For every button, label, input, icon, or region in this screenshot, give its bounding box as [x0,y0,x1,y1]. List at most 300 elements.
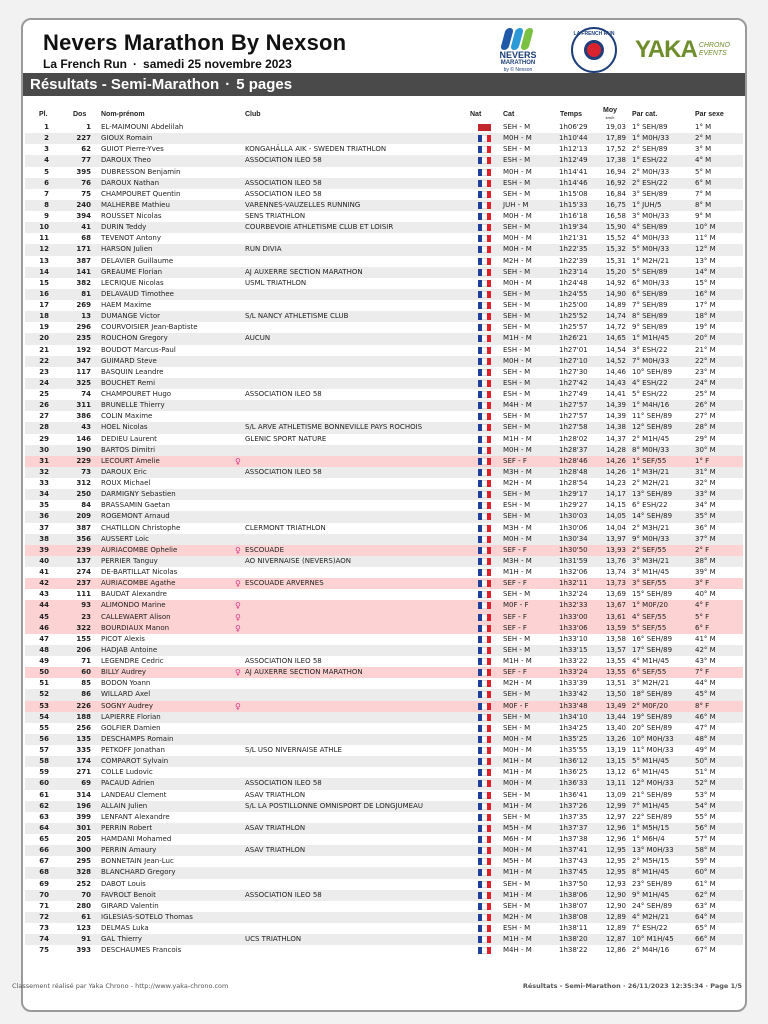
cell-speed: 14,90 [605,289,626,298]
cell-rank-sex: 66° M [695,935,716,944]
table-row [25,945,743,956]
female-symbol-icon: ♀ [235,612,241,622]
cell-category: M3H - M [503,523,532,532]
cell-bib: 137 [76,556,91,565]
cell-place: 33 [39,479,49,487]
cell-rank-sex: 34° M [695,501,716,510]
cell-speed: 12,90 [605,890,626,899]
table-row [25,178,743,189]
cell-rank-category: 4° SEH/89 [632,223,668,232]
cell-category: ESH - M [503,156,531,165]
page-title: Nevers Marathon By Nexson [43,30,347,55]
cell-bib: 171 [76,245,91,254]
cell-category: SEH - M [503,712,531,721]
cell-rank-category: 10° M1H/45 [632,935,674,944]
table-row [25,167,743,178]
table-row [25,333,743,344]
cell-time: 1h35'25 [559,734,588,743]
cell-speed: 13,57 [605,645,626,654]
female-symbol-icon: ♀ [235,579,241,589]
cell-rank-category: 9° M1H/45 [632,890,670,899]
cell-category: M0H - M [503,779,532,788]
table-row [25,812,743,823]
cell-speed: 14,05 [605,512,626,521]
table-row [25,834,743,845]
cell-name: COMPAROT Sylvain [101,757,169,766]
table-row [25,478,743,489]
col-header-dos: Dos [73,111,87,118]
cell-time: 1h32'06 [559,568,588,576]
cell-rank-sex: 24° M [695,378,716,387]
cell-rank-sex: 5° M [695,167,712,176]
cell-category: SEF - F [503,623,527,632]
cell-rank-sex: 10° M [695,223,716,232]
flag-france-icon [478,369,491,376]
cell-place: 75 [39,946,49,955]
cell-category: M1H - M [503,657,532,665]
cell-rank-sex: 56° M [695,823,716,832]
cell-rank-category: 6° SEF/55 [632,668,667,677]
yaka-chrono-logo [635,29,731,71]
table-row [25,556,743,567]
cell-rank-sex: 11° M [695,234,716,243]
cell-place: 42 [39,579,49,588]
cell-place: 31 [39,456,49,465]
table-row [25,155,743,166]
cell-bib: 117 [76,367,91,376]
cell-category: SEH - M [503,690,531,699]
cell-time: 1h37'37 [559,823,588,832]
flag-france-icon [478,224,491,231]
cell-rank-category: 5° SEF/55 [632,623,667,632]
cell-rank-sex: 50° M [695,757,716,766]
cell-club: AJ AUXERRE SECTION MARATHON [245,267,363,276]
cell-rank-category: 2° ESH/22 [632,178,668,187]
table-row [25,712,743,723]
cell-name: ROUSSET Nicolas [101,212,162,220]
cell-category: M4H - M [503,401,532,410]
cell-name: FAVROLT Benoit [101,890,156,899]
separator-dot: · [133,57,138,71]
cell-club: GLENIC SPORT NATURE [245,434,327,443]
cell-rank-sex: 59° M [695,857,716,866]
cell-category: M0H - M [503,356,532,365]
cell-name: DUBRESSON Benjamin [101,167,181,176]
cell-rank-sex: 64° M [695,912,716,921]
cell-rank-sex: 32° M [695,479,716,487]
french-run-logo [571,27,617,73]
cell-speed: 12,93 [605,879,626,888]
cell-rank-category: 5° ESH/22 [632,390,668,398]
flag-france-icon [478,602,491,609]
cell-name: BODON Yoann [101,679,151,688]
cell-bib: 123 [76,924,91,932]
cell-bib: 76 [81,178,91,187]
cell-speed: 14,26 [605,456,626,465]
cell-rank-category: 4° SEF/55 [632,612,667,621]
cell-category: M1H - M [503,801,532,810]
table-row [25,912,743,923]
cell-speed: 14,41 [605,390,626,398]
cell-name: GAL Thierry [101,935,143,944]
cell-bib: 239 [76,545,91,554]
cell-place: 48 [39,645,49,654]
cell-bib: 192 [76,345,91,354]
cell-bib: 91 [81,935,91,944]
page-footer [12,982,742,990]
flag-france-icon [478,803,491,810]
cell-bib: 296 [76,323,91,332]
table-row [25,389,743,400]
cell-category: SEH - M [503,323,531,332]
cell-rank-category: 3° SEF/55 [632,579,667,588]
cell-bib: 23 [81,612,91,621]
cell-name: DELAVAUD Timothee [101,289,174,298]
cell-rank-category: 1° M1H/45 [632,334,670,343]
cell-rank-sex: 62° M [695,890,716,899]
flag-france-icon [478,625,491,632]
cell-bib: 235 [76,334,91,343]
cell-category: SEF - F [503,668,527,677]
cell-time: 1h30'03 [559,512,588,521]
cell-bib: 188 [76,712,91,721]
cell-speed: 13,76 [605,556,626,565]
cell-rank-category: 2° SEH/89 [632,145,668,154]
cell-category: M2H - M [503,256,532,265]
cell-rank-sex: 38° M [695,556,716,565]
cell-name: PERRIER Tanguy [101,556,158,565]
table-row [25,356,743,367]
flag-france-icon [478,335,491,342]
cell-bib: 77 [81,156,91,165]
cell-place: 38 [39,534,49,543]
cell-category: SEH - M [503,301,531,309]
flag-france-icon [478,847,491,854]
cell-category: SEH - M [503,812,531,821]
cell-rank-category: 22° SEH/89 [632,812,673,821]
cell-time: 1h33'10 [559,634,588,643]
flag-france-icon [478,747,491,754]
table-row [25,278,743,289]
cell-place: 67 [39,857,49,866]
cell-category: M1H - M [503,434,532,443]
cell-time: 1h37'50 [559,879,588,888]
female-symbol-icon: ♀ [235,623,241,633]
cell-speed: 12,95 [605,868,626,877]
results-table [25,122,743,956]
col-header-par-cat: Par cat. [632,111,658,118]
cell-club: ESCOUADE ARVERNES [245,579,324,588]
cell-speed: 13,61 [605,612,626,621]
cell-place: 21 [39,345,49,354]
table-row [25,879,743,890]
cell-category: M0H - M [503,234,532,243]
cell-bib: 190 [76,445,91,454]
cell-name: PACAUD Adrien [101,779,155,788]
cell-category: M0F - F [503,701,529,710]
cell-speed: 13,09 [605,790,626,799]
cell-rank-sex: 53° M [695,790,716,799]
cell-time: 1h25'52 [559,312,588,321]
table-row [25,400,743,411]
cell-speed: 19,03 [605,123,626,131]
cell-time: 1h37'45 [559,868,588,877]
cell-category: SEH - M [503,879,531,888]
cell-rank-category: 2° M0F/20 [632,701,668,710]
flag-france-icon [478,146,491,153]
cell-name: SOGNY Audrey [101,701,153,710]
cell-time: 1h28'54 [559,479,588,487]
cell-name: HADJAB Antoine [101,645,158,654]
cell-rank-category: 2° M5H/15 [632,857,670,866]
table-row [25,300,743,311]
cell-place: 24 [39,378,49,387]
cell-place: 7 [44,189,49,198]
cell-rank-sex: 13° M [695,256,716,265]
cell-bib: 135 [76,734,91,743]
cell-bib: 206 [76,645,91,654]
cell-speed: 12,99 [605,801,626,810]
cell-time: 1h38'22 [559,946,588,955]
cell-rank-sex: 12° M [695,245,716,254]
cell-category: ESH - M [503,345,531,354]
flag-france-icon [478,458,491,465]
cell-place: 17 [39,301,49,309]
cell-bib: 271 [76,768,91,777]
cell-time: 1h37'26 [559,801,588,810]
cell-rank-category: 10° M0H/33 [632,734,674,743]
cell-name: GIOUX Romain [101,134,153,143]
flag-france-icon [478,691,491,698]
table-row [25,523,743,534]
cell-place: 13 [39,256,49,265]
cell-speed: 15,31 [605,256,626,265]
flag-france-icon [478,525,491,532]
table-row [25,600,743,611]
table-row [25,823,743,834]
cell-rank-category: 14° SEH/89 [632,512,673,521]
cell-category: M0H - M [503,134,532,143]
cell-category: SEH - M [503,312,531,321]
cell-bib: 86 [81,690,91,699]
table-row [25,923,743,934]
cell-place: 40 [39,556,49,565]
cell-name: MALHERBE Mathieu [101,200,170,209]
cell-category: SEH - M [503,723,531,732]
cell-rank-sex: 67° M [695,946,716,955]
cell-time: 1h15'08 [559,189,588,198]
nevers-logo-subtext: MARATHON [500,59,536,66]
cell-bib: 62 [81,145,91,154]
cell-speed: 16,92 [605,178,626,187]
flag-france-icon [478,180,491,187]
table-row [25,133,743,144]
cell-club: ASSOCIATION ILEO 58 [245,390,322,398]
cell-rank-sex: 41° M [695,634,716,643]
cell-name: ROGEMONT Arnaud [101,512,170,521]
cell-club: ASSOCIATION ILEO 58 [245,890,322,899]
cell-bib: 256 [76,723,91,732]
cell-category: SEH - M [503,189,531,198]
table-row [25,734,743,745]
cell-place: 72 [39,912,49,921]
flag-morocco-icon [478,124,491,131]
cell-place: 62 [39,801,49,810]
female-symbol-icon: ♀ [235,456,241,466]
cell-name: IGLESIAS-SOTELO Thomas [101,912,193,921]
sponsor-logos [483,26,731,74]
cell-rank-sex: 9° M [695,212,712,220]
cell-rank-sex: 28° M [695,423,716,432]
nevers-logo-mark-icon [503,28,533,50]
flag-france-icon [478,480,491,487]
cell-place: 6 [44,178,49,187]
cell-speed: 17,89 [605,134,626,143]
table-row [25,901,743,912]
cell-category: SEH - M [503,123,531,131]
cell-name: BASQUIN Leandre [101,367,164,376]
cell-name: BONNETAIN Jean-Luc [101,857,174,866]
cell-time: 1h33'48 [559,701,588,710]
cell-time: 1h38'08 [559,912,588,921]
cell-name: HOEL Nicolas [101,423,148,432]
cell-time: 1h19'34 [559,223,588,232]
cell-category: M0H - M [503,746,532,754]
cell-speed: 16,84 [605,189,626,198]
cell-rank-sex: 36° M [695,523,716,532]
cell-bib: 274 [76,568,91,576]
cell-place: 57 [39,746,49,754]
flag-france-icon [478,881,491,888]
cell-category: ESH - M [503,178,531,187]
cell-name: TEVENOT Antony [101,234,161,243]
cell-place: 20 [39,334,49,343]
cell-time: 1h14'41 [559,167,588,176]
cell-speed: 12,96 [605,823,626,832]
cell-bib: 229 [76,456,91,465]
cell-category: M1H - M [503,334,532,343]
cell-rank-sex: 2° M [695,134,712,143]
cell-category: SEF - F [503,579,527,588]
cell-club: UCS TRIATHLON [245,935,302,944]
cell-category: M0H - M [503,734,532,743]
cell-rank-category: 3° M2H/21 [632,679,670,688]
cell-category: ESH - M [503,924,531,932]
cell-speed: 13,50 [605,690,626,699]
cell-time: 1h37'35 [559,812,588,821]
table-row [25,745,743,756]
cell-place: 64 [39,823,49,832]
female-symbol-icon: ♀ [235,701,241,711]
cell-rank-category: 1° ESH/22 [632,156,668,165]
cell-place: 25 [39,390,49,398]
cell-place: 16 [39,289,49,298]
cell-time: 1h06'29 [559,123,588,131]
cell-bib: 75 [81,189,91,198]
cell-rank-sex: 39° M [695,568,716,576]
cell-place: 1 [44,123,49,131]
cell-rank-sex: 15° M [695,278,716,287]
cell-rank-sex: 61° M [695,879,716,888]
cell-category: SEH - M [503,145,531,154]
cell-rank-category: 4° M0H/33 [632,234,670,243]
cell-club: KONGAHÄLLA AIK - SWEDEN TRIATHLON [245,145,387,154]
cell-rank-category: 1° SEH/89 [632,123,668,131]
cell-bib: 399 [76,812,91,821]
cell-bib: 74 [81,390,91,398]
cell-bib: 312 [76,479,91,487]
cell-category: M0H - M [503,245,532,254]
cell-bib: 386 [76,412,91,421]
cell-category: M1H - M [503,890,532,899]
cell-bib: 71 [81,657,91,665]
flag-france-icon [478,513,491,520]
cell-place: 2 [44,134,49,143]
table-header [23,108,745,122]
cell-name: DESCHAUMES Francois [101,946,182,955]
cell-place: 74 [39,935,49,944]
flag-france-icon [478,313,491,320]
cell-bib: 69 [81,779,91,788]
cell-speed: 13,15 [605,757,626,766]
cell-place: 29 [39,434,49,443]
cell-category: M5H - M [503,823,532,832]
cell-rank-category: 12° SEH/89 [632,423,673,432]
cell-speed: 13,74 [605,568,626,576]
cell-rank-category: 20° SEH/89 [632,723,673,732]
cell-category: SEH - M [503,790,531,799]
cell-category: SEF - F [503,545,527,554]
cell-category: SEH - M [503,645,531,654]
cell-name: EL-MAIMOUNI Abdelilah [101,123,184,131]
cell-rank-sex: 2° F [695,545,710,554]
cell-rank-category: 1° M4H/16 [632,401,670,410]
cell-speed: 15,20 [605,267,626,276]
cell-place: 46 [39,623,49,632]
cell-rank-category: 2° M1H/45 [632,434,670,443]
table-row [25,445,743,456]
cell-time: 1h37'38 [559,835,588,843]
cell-name: LENFANT Alexandre [101,812,170,821]
cell-name: DEDIEU Laurent [101,434,157,443]
cell-place: 47 [39,634,49,643]
cell-name: COURVOISIER Jean-Baptiste [101,323,198,332]
cell-category: SEH - M [503,367,531,376]
cell-place: 43 [39,590,49,599]
cell-rank-sex: 30° M [695,445,716,454]
cell-club: COURBEVOIE ATHLETISME CLUB ET LOISIR [245,223,394,232]
cell-place: 39 [39,545,49,554]
cell-speed: 13,11 [605,779,626,788]
cell-speed: 16,75 [605,200,626,209]
cell-place: 28 [39,423,49,432]
cell-category: M0H - M [503,278,532,287]
cell-rank-category: 7° SEH/89 [632,301,668,309]
flag-france-icon [478,424,491,431]
cell-speed: 13,55 [605,657,626,665]
cell-speed: 14,65 [605,334,626,343]
col-header-nom: Nom-prénom [101,111,145,118]
cell-place: 22 [39,356,49,365]
cell-name: GUIMARD Steve [101,356,157,365]
cell-category: ESH - M [503,390,531,398]
cell-speed: 13,73 [605,579,626,588]
cell-rank-category: 4° M2H/21 [632,912,670,921]
cell-category: JUH - M [503,200,529,209]
separator-dot: · [225,76,231,93]
cell-name: CHAMPOURET Hugo [101,390,172,398]
cell-speed: 15,90 [605,223,626,232]
